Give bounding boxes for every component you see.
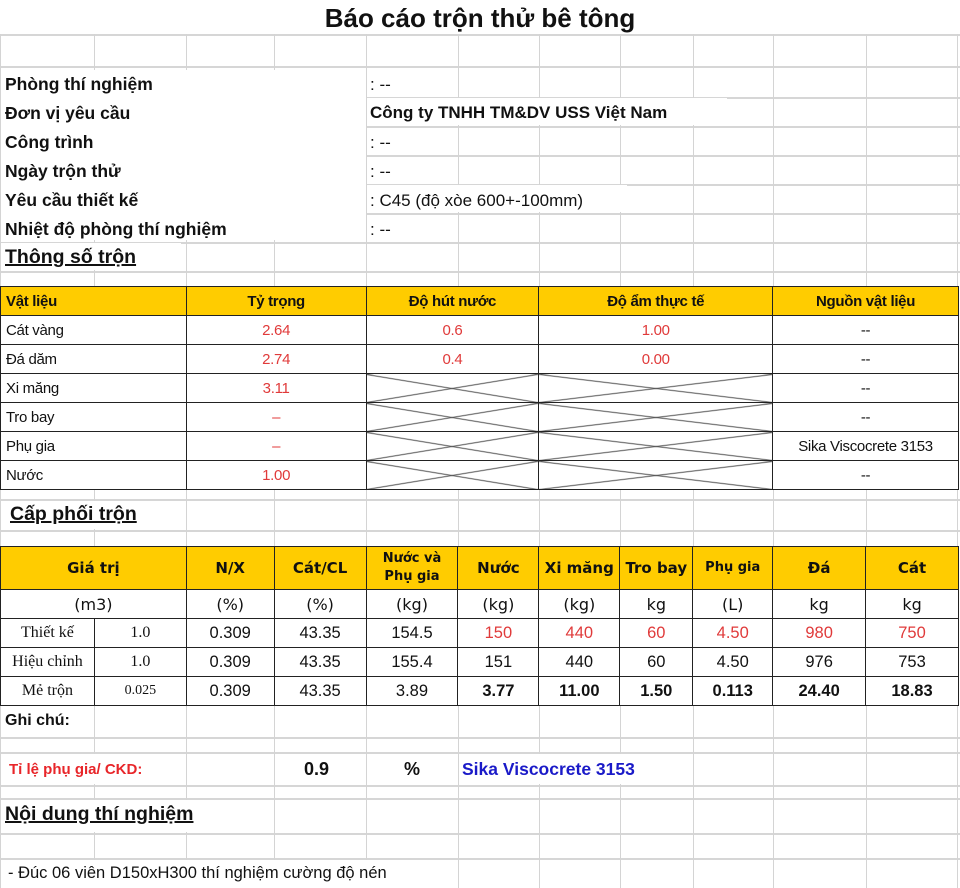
- absorption-value: 0.4: [366, 345, 539, 374]
- density-value: 1.00: [186, 461, 366, 490]
- fly-ash-value: 60: [620, 619, 693, 648]
- col-header-wc-ratio: N/X: [186, 547, 274, 590]
- mix-design-table: [0, 546, 959, 706]
- section-heading-mix-design: Cấp phối trộn: [10, 503, 137, 525]
- unit-value: (m3): [1, 590, 187, 619]
- crossed-out-cell: [366, 461, 539, 490]
- source-value: --: [773, 316, 959, 345]
- unit-cement: (kg): [539, 590, 620, 619]
- info-value-lab-temp: : --: [370, 220, 391, 239]
- crossed-out-cell: [366, 374, 539, 403]
- density-value: 3.11: [186, 374, 366, 403]
- fly-ash-value: 1.50: [620, 677, 693, 706]
- unit-water-admixture: (kg): [366, 590, 458, 619]
- sand-ratio-value: 43.35: [274, 677, 366, 706]
- unit-sand-ratio: (%): [274, 590, 366, 619]
- row-spacer: [94, 345, 186, 374]
- cement-value: 440: [539, 648, 620, 677]
- admixture-ratio-label: Tỉ lệ phụ gia/ CKD:: [9, 761, 143, 778]
- col-header-fly-ash: Tro bay: [620, 547, 693, 590]
- crossed-out-cell: [539, 374, 773, 403]
- col-header-source: Nguồn vật liệu: [773, 287, 959, 316]
- table-row: [1, 461, 959, 490]
- mix-units-row: [1, 590, 959, 619]
- section-heading-test-content: Nội dung thí nghiệm: [5, 803, 194, 825]
- table-row: [1, 432, 959, 461]
- moisture-value: 1.00: [539, 316, 773, 345]
- info-value-project: : --: [370, 133, 391, 152]
- volume-value: 1.0: [94, 619, 186, 648]
- material-name: Xi măng: [1, 374, 95, 403]
- row-label: Mẻ trộn: [1, 677, 95, 706]
- crossed-out-cell: [366, 432, 539, 461]
- water-value: 150: [458, 619, 539, 648]
- source-value: --: [773, 403, 959, 432]
- col-header-water: Nước: [458, 547, 539, 590]
- table-row: [1, 316, 959, 345]
- material-name: Tro bay: [1, 403, 95, 432]
- stone-value: 976: [773, 648, 866, 677]
- test-item: - Đúc 06 viên D150xH300 thí nghiệm cường độ nén: [8, 864, 387, 882]
- material-name: Nước: [1, 461, 95, 490]
- water-admixture-value: 155.4: [366, 648, 458, 677]
- water-admixture-value: 154.5: [366, 619, 458, 648]
- info-value-lab: : --: [370, 75, 391, 94]
- unit-sand: kg: [866, 590, 959, 619]
- col-header-material: Vật liệu: [1, 287, 95, 316]
- col-header-stone: Đá: [773, 547, 866, 590]
- table-row: [1, 345, 959, 374]
- unit-stone: kg: [773, 590, 866, 619]
- col-header-sand-ratio: Cát/CL: [274, 547, 366, 590]
- volume-value: 0.025: [94, 677, 186, 706]
- materials-header-row: [1, 287, 959, 316]
- wc-value: 0.309: [186, 677, 274, 706]
- info-label-trial-date: Ngày trộn thử: [5, 161, 121, 181]
- source-value: --: [773, 345, 959, 374]
- admixture-product: Sika Viscocrete 3153: [462, 759, 635, 779]
- info-value-trial-date: : --: [370, 162, 391, 181]
- info-label-lab: Phòng thí nghiệm: [5, 74, 153, 94]
- section-heading-mix-params: Thông số trộn: [5, 246, 137, 268]
- info-label-design-req: Yêu cầu thiết kế: [5, 190, 139, 210]
- material-name: Phụ gia: [1, 432, 95, 461]
- sand-ratio-value: 43.35: [274, 619, 366, 648]
- col-header-cement: Xi măng: [539, 547, 620, 590]
- info-value-requester: Công ty TNHH TM&DV USS Việt Nam: [370, 103, 668, 122]
- page-title: Báo cáo trộn thử bê tông: [324, 3, 636, 33]
- density-value: –: [186, 403, 366, 432]
- material-name: Cát vàng: [1, 316, 95, 345]
- unit-water: (kg): [458, 590, 539, 619]
- table-row: [1, 648, 959, 677]
- table-row: [1, 374, 959, 403]
- row-label: Hiệu chỉnh: [1, 648, 95, 677]
- row-label: Thiết kế: [1, 619, 95, 648]
- density-value: 2.64: [186, 316, 366, 345]
- stone-value: 980: [773, 619, 866, 648]
- absorption-value: 0.6: [366, 316, 539, 345]
- col-header-water-admixture: [366, 547, 458, 590]
- crossed-out-cell: [539, 403, 773, 432]
- col-header-density: Tỷ trọng: [186, 287, 366, 316]
- table-row: [1, 619, 959, 648]
- unit-wc: (%): [186, 590, 274, 619]
- col-header-moisture: Độ ẩm thực tế: [539, 287, 773, 316]
- info-label-project: Công trình: [5, 132, 94, 152]
- table-row: [1, 403, 959, 432]
- admixture-value: 0.113: [693, 677, 773, 706]
- fly-ash-value: 60: [620, 648, 693, 677]
- col-header-value: Giá trị: [1, 547, 187, 590]
- info-label-lab-temp: Nhiệt độ phòng thí nghiệm: [5, 219, 227, 239]
- crossed-out-cell: [539, 461, 773, 490]
- info-value-design-req: : C45 (độ xòe 600+-100mm): [370, 191, 584, 210]
- density-value: –: [186, 432, 366, 461]
- volume-value: 1.0: [94, 648, 186, 677]
- row-spacer: [94, 374, 186, 403]
- sand-value: 750: [866, 619, 959, 648]
- crossed-out-cell: [539, 432, 773, 461]
- col-header-admixture: Phụ gia: [693, 547, 773, 590]
- stone-value: 24.40: [773, 677, 866, 706]
- sand-value: 753: [866, 648, 959, 677]
- density-value: 2.74: [186, 345, 366, 374]
- water-value: 3.77: [458, 677, 539, 706]
- sand-ratio-value: 43.35: [274, 648, 366, 677]
- admixture-ratio-unit: %: [404, 759, 421, 779]
- unit-fly-ash: kg: [620, 590, 693, 619]
- unit-admixture: (L): [693, 590, 773, 619]
- notes-label: Ghi chú:: [5, 712, 70, 729]
- water-value: 151: [458, 648, 539, 677]
- info-label-requester: Đơn vị yêu cầu: [5, 103, 131, 123]
- moisture-value: 0.00: [539, 345, 773, 374]
- admixture-value: 4.50: [693, 648, 773, 677]
- col-header-sand: Cát: [866, 547, 959, 590]
- header-line-2: Phụ gia: [384, 569, 440, 584]
- cement-value: 440: [539, 619, 620, 648]
- sand-value: 18.83: [866, 677, 959, 706]
- row-spacer: [94, 403, 186, 432]
- cement-value: 11.00: [539, 677, 620, 706]
- crossed-out-cell: [366, 403, 539, 432]
- row-spacer: [94, 432, 186, 461]
- wc-value: 0.309: [186, 648, 274, 677]
- material-name: Đá dăm: [1, 345, 95, 374]
- source-value: --: [773, 374, 959, 403]
- water-admixture-value: 3.89: [366, 677, 458, 706]
- row-spacer: [94, 461, 186, 490]
- header-line-1: Nước và: [382, 551, 442, 566]
- row-spacer: [94, 316, 186, 345]
- source-value: Sika Viscocrete 3153: [773, 432, 959, 461]
- col-header-absorption: Độ hút nước: [366, 287, 539, 316]
- materials-table: [0, 286, 959, 490]
- admixture-value: 4.50: [693, 619, 773, 648]
- header-spacer: [94, 287, 186, 316]
- source-value: --: [773, 461, 959, 490]
- wc-value: 0.309: [186, 619, 274, 648]
- table-row: [1, 677, 959, 706]
- admixture-ratio-value: 0.9: [304, 759, 330, 779]
- mix-header-row: [1, 547, 959, 590]
